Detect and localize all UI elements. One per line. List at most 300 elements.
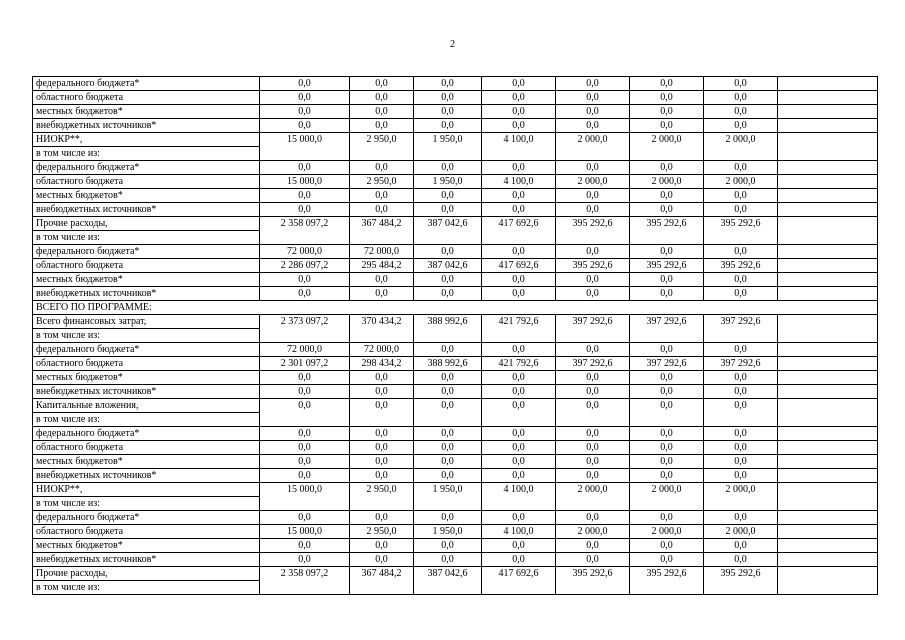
value-cell: 2 000,0 <box>630 525 704 539</box>
row-label: местных бюджетов* <box>33 539 260 553</box>
value-cell: 421 792,6 <box>482 357 556 371</box>
value-cell: 0,0 <box>556 399 630 413</box>
table-row <box>33 119 878 133</box>
value-cell <box>630 329 704 343</box>
empty-cell <box>778 413 878 427</box>
value-cell: 0,0 <box>260 203 350 217</box>
value-cell: 0,0 <box>414 119 482 133</box>
empty-cell <box>778 119 878 133</box>
value-cell: 0,0 <box>482 105 556 119</box>
row-label: местных бюджетов* <box>33 455 260 469</box>
value-cell: 0,0 <box>556 245 630 259</box>
empty-cell <box>778 245 878 259</box>
value-cell: 72 000,0 <box>260 245 350 259</box>
value-cell: 2 000,0 <box>704 483 778 497</box>
value-cell <box>482 329 556 343</box>
value-cell: 0,0 <box>482 553 556 567</box>
value-cell <box>556 231 630 245</box>
value-cell <box>556 581 630 595</box>
empty-cell <box>778 539 878 553</box>
row-label: в том числе из: <box>33 231 260 245</box>
value-cell: 0,0 <box>350 105 414 119</box>
value-cell <box>482 231 556 245</box>
value-cell: 397 292,6 <box>556 315 630 329</box>
table-row <box>33 91 878 105</box>
value-cell: 0,0 <box>704 427 778 441</box>
value-cell: 0,0 <box>482 385 556 399</box>
value-cell: 0,0 <box>350 371 414 385</box>
table-row <box>33 455 878 469</box>
value-cell: 0,0 <box>630 539 704 553</box>
value-cell <box>414 413 482 427</box>
value-cell <box>704 147 778 161</box>
row-label: областного бюджета <box>33 91 260 105</box>
value-cell: 2 950,0 <box>350 175 414 189</box>
value-cell: 0,0 <box>260 371 350 385</box>
table-row <box>33 175 878 189</box>
value-cell: 0,0 <box>704 77 778 91</box>
value-cell: 0,0 <box>350 553 414 567</box>
empty-cell <box>778 441 878 455</box>
value-cell: 0,0 <box>414 441 482 455</box>
value-cell: 0,0 <box>630 273 704 287</box>
table-row <box>33 231 878 245</box>
value-cell: 0,0 <box>556 553 630 567</box>
table-row <box>33 413 878 427</box>
empty-cell <box>778 343 878 357</box>
value-cell: 0,0 <box>704 455 778 469</box>
value-cell <box>414 147 482 161</box>
value-cell: 0,0 <box>350 189 414 203</box>
table-row <box>33 343 878 357</box>
value-cell: 0,0 <box>556 189 630 203</box>
table-row <box>33 399 878 413</box>
value-cell: 0,0 <box>704 203 778 217</box>
empty-cell <box>778 105 878 119</box>
table-row <box>33 217 878 231</box>
value-cell: 395 292,6 <box>556 567 630 581</box>
table-row <box>33 525 878 539</box>
value-cell: 0,0 <box>260 539 350 553</box>
value-cell: 2 000,0 <box>630 175 704 189</box>
value-cell: 388 992,6 <box>414 315 482 329</box>
value-cell: 0,0 <box>350 399 414 413</box>
value-cell: 0,0 <box>556 77 630 91</box>
value-cell: 367 484,2 <box>350 217 414 231</box>
empty-cell <box>778 259 878 273</box>
value-cell: 0,0 <box>704 469 778 483</box>
value-cell: 15 000,0 <box>260 525 350 539</box>
row-label: местных бюджетов* <box>33 189 260 203</box>
table-row <box>33 245 878 259</box>
value-cell: 0,0 <box>482 189 556 203</box>
empty-cell <box>778 273 878 287</box>
table-row <box>33 189 878 203</box>
value-cell <box>350 231 414 245</box>
value-cell: 0,0 <box>414 371 482 385</box>
value-cell: 0,0 <box>414 385 482 399</box>
value-cell: 0,0 <box>630 427 704 441</box>
value-cell: 0,0 <box>630 77 704 91</box>
row-label: в том числе из: <box>33 581 260 595</box>
value-cell: 421 792,6 <box>482 315 556 329</box>
value-cell <box>630 231 704 245</box>
value-cell: 0,0 <box>260 77 350 91</box>
empty-cell <box>778 91 878 105</box>
empty-cell <box>778 567 878 581</box>
row-label: федерального бюджета* <box>33 77 260 91</box>
row-label: в том числе из: <box>33 413 260 427</box>
value-cell: 0,0 <box>704 385 778 399</box>
row-label: Прочие расходы, <box>33 567 260 581</box>
value-cell: 0,0 <box>260 385 350 399</box>
empty-cell <box>778 77 878 91</box>
value-cell: 395 292,6 <box>704 259 778 273</box>
value-cell: 2 000,0 <box>704 133 778 147</box>
table-row <box>33 133 878 147</box>
value-cell: 0,0 <box>556 539 630 553</box>
empty-cell <box>778 231 878 245</box>
value-cell <box>556 147 630 161</box>
value-cell: 0,0 <box>556 273 630 287</box>
value-cell: 0,0 <box>482 119 556 133</box>
row-label: Всего финансовых затрат, <box>33 315 260 329</box>
value-cell <box>260 147 350 161</box>
value-cell: 0,0 <box>630 91 704 105</box>
value-cell: 0,0 <box>556 119 630 133</box>
value-cell <box>350 413 414 427</box>
value-cell: 0,0 <box>630 399 704 413</box>
value-cell: 0,0 <box>704 371 778 385</box>
value-cell: 0,0 <box>630 441 704 455</box>
row-label: внебюджетных источников* <box>33 469 260 483</box>
value-cell <box>350 497 414 511</box>
value-cell: 298 434,2 <box>350 357 414 371</box>
value-cell: 0,0 <box>414 245 482 259</box>
value-cell: 0,0 <box>556 343 630 357</box>
page-number: 2 <box>450 39 455 50</box>
row-label: федерального бюджета* <box>33 343 260 357</box>
table-row <box>33 371 878 385</box>
value-cell: 0,0 <box>260 119 350 133</box>
value-cell: 395 292,6 <box>704 217 778 231</box>
value-cell: 395 292,6 <box>630 259 704 273</box>
value-cell: 0,0 <box>630 287 704 301</box>
value-cell: 0,0 <box>704 511 778 525</box>
value-cell: 0,0 <box>350 427 414 441</box>
value-cell: 0,0 <box>630 511 704 525</box>
row-label: областного бюджета <box>33 441 260 455</box>
value-cell: 0,0 <box>414 399 482 413</box>
value-cell <box>630 147 704 161</box>
value-cell <box>260 231 350 245</box>
value-cell: 0,0 <box>260 553 350 567</box>
value-cell: 0,0 <box>704 553 778 567</box>
value-cell: 0,0 <box>414 287 482 301</box>
value-cell <box>414 329 482 343</box>
row-label: федерального бюджета* <box>33 161 260 175</box>
value-cell: 0,0 <box>630 119 704 133</box>
value-cell: 0,0 <box>704 441 778 455</box>
value-cell: 0,0 <box>704 91 778 105</box>
value-cell: 0,0 <box>260 105 350 119</box>
row-label: Капитальные вложения, <box>33 399 260 413</box>
value-cell: 0,0 <box>482 427 556 441</box>
value-cell: 0,0 <box>414 189 482 203</box>
value-cell: 4 100,0 <box>482 175 556 189</box>
value-cell: 0,0 <box>482 399 556 413</box>
table-row <box>33 427 878 441</box>
value-cell: 0,0 <box>556 511 630 525</box>
value-cell: 72 000,0 <box>260 343 350 357</box>
value-cell: 0,0 <box>482 203 556 217</box>
value-cell: 15 000,0 <box>260 133 350 147</box>
value-cell: 2 000,0 <box>704 525 778 539</box>
value-cell: 0,0 <box>414 77 482 91</box>
table-row <box>33 469 878 483</box>
value-cell: 397 292,6 <box>630 315 704 329</box>
row-label: областного бюджета <box>33 525 260 539</box>
row-label: внебюджетных источников* <box>33 553 260 567</box>
value-cell: 0,0 <box>482 371 556 385</box>
value-cell: 1 950,0 <box>414 525 482 539</box>
value-cell: 387 042,6 <box>414 217 482 231</box>
empty-cell <box>778 315 878 329</box>
row-label: в том числе из: <box>33 497 260 511</box>
table-row <box>33 357 878 371</box>
value-cell: 0,0 <box>630 343 704 357</box>
table-row <box>33 553 878 567</box>
value-cell: 0,0 <box>482 161 556 175</box>
table-row <box>33 273 878 287</box>
value-cell: 0,0 <box>704 119 778 133</box>
value-cell: 0,0 <box>556 371 630 385</box>
value-cell: 0,0 <box>704 273 778 287</box>
value-cell: 2 358 097,2 <box>260 567 350 581</box>
value-cell: 0,0 <box>260 189 350 203</box>
value-cell: 0,0 <box>414 455 482 469</box>
value-cell: 0,0 <box>704 161 778 175</box>
value-cell: 397 292,6 <box>704 357 778 371</box>
value-cell: 0,0 <box>350 287 414 301</box>
value-cell: 0,0 <box>556 469 630 483</box>
empty-cell <box>778 427 878 441</box>
value-cell <box>556 497 630 511</box>
value-cell: 2 286 097,2 <box>260 259 350 273</box>
empty-cell <box>778 455 878 469</box>
value-cell: 2 000,0 <box>556 175 630 189</box>
value-cell: 0,0 <box>556 91 630 105</box>
value-cell: 0,0 <box>350 161 414 175</box>
value-cell <box>350 581 414 595</box>
table-row <box>33 147 878 161</box>
value-cell: 0,0 <box>350 455 414 469</box>
value-cell: 72 000,0 <box>350 245 414 259</box>
value-cell: 0,0 <box>260 427 350 441</box>
row-label: внебюджетных источников* <box>33 119 260 133</box>
value-cell <box>630 581 704 595</box>
row-label: Прочие расходы, <box>33 217 260 231</box>
value-cell: 0,0 <box>414 469 482 483</box>
row-label: федерального бюджета* <box>33 427 260 441</box>
value-cell: 0,0 <box>414 203 482 217</box>
value-cell: 1 950,0 <box>414 133 482 147</box>
value-cell: 0,0 <box>482 511 556 525</box>
table-row <box>33 329 878 343</box>
value-cell: 0,0 <box>630 553 704 567</box>
value-cell: 388 992,6 <box>414 357 482 371</box>
value-cell: 0,0 <box>414 539 482 553</box>
row-label: областного бюджета <box>33 175 260 189</box>
value-cell <box>260 581 350 595</box>
value-cell: 0,0 <box>630 105 704 119</box>
row-label: внебюджетных источников* <box>33 287 260 301</box>
value-cell <box>630 497 704 511</box>
value-cell: 395 292,6 <box>704 567 778 581</box>
value-cell: 397 292,6 <box>630 357 704 371</box>
value-cell: 0,0 <box>260 287 350 301</box>
value-cell: 1 950,0 <box>414 175 482 189</box>
value-cell <box>482 581 556 595</box>
value-cell <box>482 147 556 161</box>
empty-cell <box>778 371 878 385</box>
value-cell: 0,0 <box>704 287 778 301</box>
value-cell: 417 692,6 <box>482 259 556 273</box>
value-cell: 0,0 <box>350 385 414 399</box>
value-cell: 0,0 <box>556 287 630 301</box>
value-cell: 0,0 <box>482 441 556 455</box>
value-cell: 4 100,0 <box>482 483 556 497</box>
value-cell: 0,0 <box>260 91 350 105</box>
value-cell: 0,0 <box>414 427 482 441</box>
value-cell: 2 000,0 <box>556 133 630 147</box>
value-cell <box>414 231 482 245</box>
row-label: в том числе из: <box>33 329 260 343</box>
row-label: местных бюджетов* <box>33 105 260 119</box>
table-row <box>33 567 878 581</box>
value-cell: 395 292,6 <box>556 259 630 273</box>
empty-cell <box>778 581 878 595</box>
section-header-row <box>33 301 878 315</box>
empty-cell <box>778 553 878 567</box>
budget-table <box>32 76 878 595</box>
value-cell: 1 950,0 <box>414 483 482 497</box>
row-label: областного бюджета <box>33 259 260 273</box>
value-cell: 295 484,2 <box>350 259 414 273</box>
value-cell <box>556 413 630 427</box>
table-row <box>33 441 878 455</box>
value-cell: 0,0 <box>414 273 482 287</box>
empty-cell <box>778 147 878 161</box>
value-cell: 0,0 <box>630 385 704 399</box>
value-cell: 0,0 <box>556 203 630 217</box>
value-cell: 0,0 <box>350 203 414 217</box>
value-cell <box>414 581 482 595</box>
table-row <box>33 315 878 329</box>
value-cell: 0,0 <box>260 399 350 413</box>
value-cell: 417 692,6 <box>482 567 556 581</box>
empty-cell <box>778 189 878 203</box>
value-cell: 0,0 <box>704 105 778 119</box>
value-cell: 0,0 <box>482 455 556 469</box>
value-cell: 387 042,6 <box>414 567 482 581</box>
empty-cell <box>778 385 878 399</box>
value-cell: 0,0 <box>482 77 556 91</box>
value-cell: 0,0 <box>260 273 350 287</box>
table-row <box>33 203 878 217</box>
value-cell: 4 100,0 <box>482 133 556 147</box>
value-cell: 0,0 <box>350 469 414 483</box>
empty-cell <box>778 483 878 497</box>
value-cell: 397 292,6 <box>556 357 630 371</box>
value-cell: 0,0 <box>350 91 414 105</box>
value-cell: 0,0 <box>630 455 704 469</box>
row-label: областного бюджета <box>33 357 260 371</box>
value-cell <box>704 329 778 343</box>
row-label: внебюджетных источников* <box>33 203 260 217</box>
table-row <box>33 385 878 399</box>
value-cell <box>630 413 704 427</box>
table-row <box>33 105 878 119</box>
empty-cell <box>778 511 878 525</box>
row-label: федерального бюджета* <box>33 511 260 525</box>
table-row <box>33 161 878 175</box>
value-cell: 0,0 <box>350 539 414 553</box>
value-cell: 0,0 <box>556 385 630 399</box>
value-cell: 0,0 <box>350 441 414 455</box>
row-label: местных бюджетов* <box>33 371 260 385</box>
value-cell <box>704 231 778 245</box>
value-cell: 367 484,2 <box>350 567 414 581</box>
value-cell: 0,0 <box>556 441 630 455</box>
table-row <box>33 483 878 497</box>
value-cell: 2 950,0 <box>350 525 414 539</box>
value-cell: 0,0 <box>556 455 630 469</box>
value-cell: 370 434,2 <box>350 315 414 329</box>
value-cell: 4 100,0 <box>482 525 556 539</box>
value-cell: 0,0 <box>260 161 350 175</box>
value-cell: 0,0 <box>482 273 556 287</box>
value-cell: 2 000,0 <box>556 483 630 497</box>
value-cell: 0,0 <box>556 427 630 441</box>
value-cell: 2 950,0 <box>350 133 414 147</box>
table-row <box>33 497 878 511</box>
value-cell: 72 000,0 <box>350 343 414 357</box>
value-cell <box>704 581 778 595</box>
row-label: местных бюджетов* <box>33 273 260 287</box>
value-cell: 0,0 <box>482 539 556 553</box>
row-label: федерального бюджета* <box>33 245 260 259</box>
value-cell: 0,0 <box>556 105 630 119</box>
value-cell: 0,0 <box>260 441 350 455</box>
value-cell: 2 950,0 <box>350 483 414 497</box>
value-cell: 0,0 <box>482 91 556 105</box>
value-cell: 0,0 <box>704 399 778 413</box>
value-cell: 0,0 <box>260 469 350 483</box>
section-header: ВСЕГО ПО ПРОГРАММЕ: <box>33 301 878 315</box>
row-label: НИОКР**, <box>33 483 260 497</box>
value-cell: 2 000,0 <box>704 175 778 189</box>
value-cell: 0,0 <box>260 511 350 525</box>
value-cell: 0,0 <box>414 161 482 175</box>
value-cell: 2 000,0 <box>630 133 704 147</box>
value-cell: 0,0 <box>630 189 704 203</box>
empty-cell <box>778 217 878 231</box>
table-row <box>33 581 878 595</box>
value-cell: 0,0 <box>630 469 704 483</box>
value-cell: 2 000,0 <box>556 525 630 539</box>
row-label: в том числе из: <box>33 147 260 161</box>
